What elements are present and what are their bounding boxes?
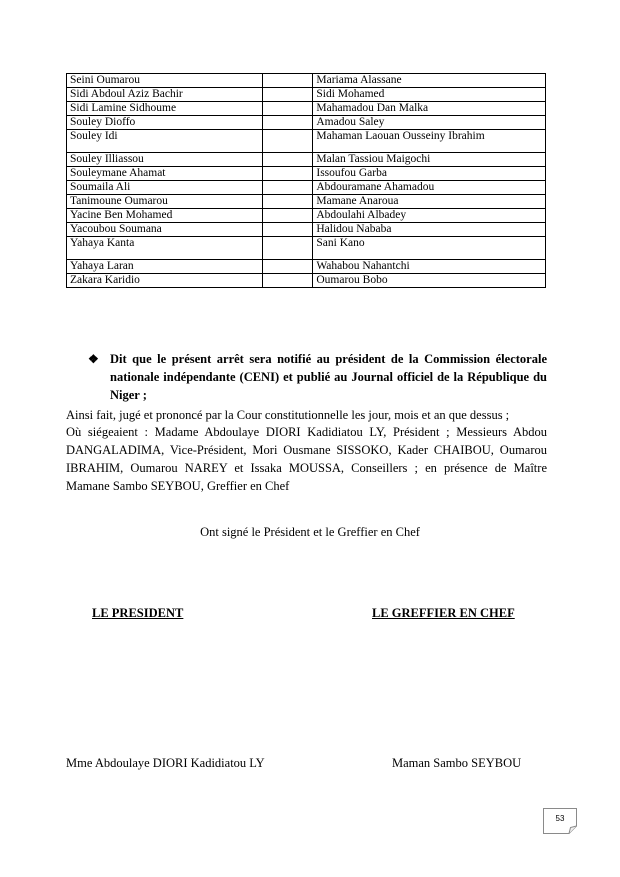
member-name-right: Sidi Mohamed [313,88,546,102]
decision-bullet [88,350,547,404]
member-name-right: Sani Kano [313,237,546,260]
member-cell-middle [263,181,313,195]
table-row [67,195,546,209]
member-name-right: Wahabou Nahantchi [313,260,546,274]
page-number-box [543,808,577,834]
president-title: LE PRESIDENT [92,606,184,620]
member-name-left: Souley Illiassou [67,153,263,167]
table-row [67,223,546,237]
member-name-right: Issoufou Garba [313,167,546,181]
member-name-left: Sidi Abdoul Aziz Bachir [67,88,263,102]
signed-line [0,525,620,540]
president-name: Mme Abdoulaye DIORI Kadidiatou LY [66,756,265,770]
member-name-right: Amadou Saley [313,116,546,130]
table-row [67,167,546,181]
signed-line-text: Ont signé le Président et le Greffier en Chef [200,525,420,539]
done-paragraph: Ainsi fait, jugé et prononcé par la Cour constitutionnelle les jour, mois et an que dessus ; [66,408,510,422]
member-name-left: Tanimoune Oumarou [67,195,263,209]
member-name-left: Yahaya Laran [67,260,263,274]
member-name-right: Abdoulahi Albadey [313,209,546,223]
clerk-name: Maman Sambo SEYBOU [392,756,522,770]
table-row [67,181,546,195]
member-cell-middle [263,167,313,181]
member-name-right: Mamane Anaroua [313,195,546,209]
member-name-left: Zakara Karidio [67,274,263,288]
table-row [67,88,546,102]
member-name-left: Sidi Lamine Sidhoume [67,102,263,116]
members-table-body [67,74,546,288]
member-name-left: Souley Dioffo [67,116,263,130]
member-name-right: Mahaman Laouan Ousseiny Ibrahim [313,130,546,153]
member-name-right: Mariama Alassane [313,74,546,88]
member-cell-middle [263,88,313,102]
member-cell-middle [263,209,313,223]
table-row [67,260,546,274]
table-row [67,116,546,130]
table-row [67,102,546,116]
member-name-right: Mahamadou Dan Malka [313,102,546,116]
clerk-title: LE GREFFIER EN CHEF [372,606,515,620]
table-row [67,209,546,223]
member-cell-middle [263,130,313,153]
diamond-bullet-icon: ❖ [88,352,99,366]
table-row [67,130,546,153]
member-name-right: Oumarou Bobo [313,274,546,288]
member-cell-middle [263,102,313,116]
table-row [67,74,546,88]
sitting-paragraph: Où siégeaient : Madame Abdoulaye DIORI Kadidiatou LY, Président ; Messieurs Abdou DANGALADIMA, Vice-Président, Mori Ousmane SISSOKO, Kader CHAIBOU, Oumarou IBRAHIM, Oumarou NAREY et Issaka MOUSSA, Conseillers ; en présence de Maître Mamane Sambo SEYBOU, Greffier en Chef [66,425,547,493]
member-cell-middle [263,223,313,237]
member-cell-middle [263,153,313,167]
member-name-left: Seini Oumarou [67,74,263,88]
member-cell-middle [263,74,313,88]
member-name-left: Yahaya Kanta [67,237,263,260]
member-name-left: Souley Idi [67,130,263,153]
member-cell-middle [263,116,313,130]
table-row [67,153,546,167]
member-name-left: Yacoubou Soumana [67,223,263,237]
member-name-left: Yacine Ben Mohamed [67,209,263,223]
members-table [66,73,546,288]
page-number: 53 [555,814,565,823]
member-name-left: Souleymane Ahamat [67,167,263,181]
member-name-right: Malan Tassiou Maigochi [313,153,546,167]
member-name-right: Halidou Nababa [313,223,546,237]
table-row [67,274,546,288]
member-cell-middle [263,260,313,274]
member-cell-middle [263,237,313,260]
member-name-right: Abdouramane Ahamadou [313,181,546,195]
decision-text: Dit que le présent arrêt sera notifié au président de la Commission électorale nationale indépendante (CENI) et publié au Journal officiel de la République du Niger ; [110,352,547,402]
table-row [67,237,546,260]
member-cell-middle [263,195,313,209]
member-name-left: Soumaila Ali [67,181,263,195]
member-cell-middle [263,274,313,288]
